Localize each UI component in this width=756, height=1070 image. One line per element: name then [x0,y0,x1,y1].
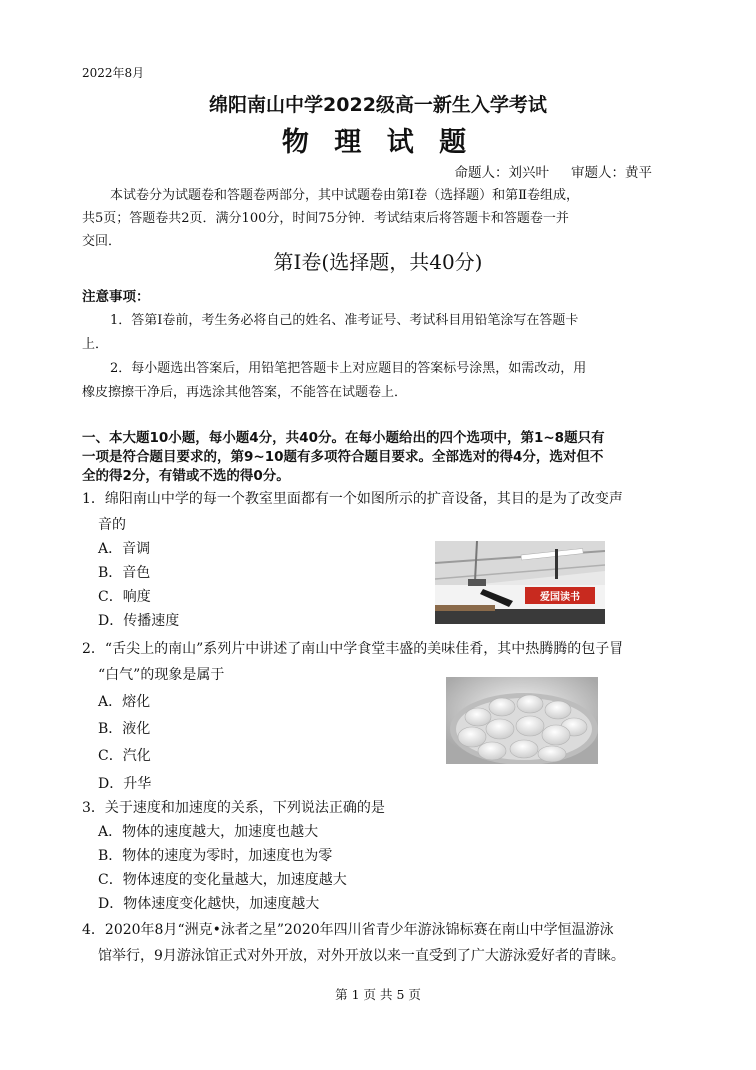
question-3-option: C．物体速度的变化量越大，加速度越大 [98,872,347,888]
intro-line: 共5页；答题卷共2页．满分100分，时间75分钟．考试结束后将答题卡和答题卷一并 [82,211,569,226]
question-3-stem: 3．关于速度和加速度的关系，下列说法正确的是 [82,800,385,816]
reviewer-name: 审题人：黄平 [571,165,652,181]
exam-school-title: 绵阳南山中学2022级高一新生入学考试 [209,94,547,116]
question-2-stem: 2．“舌尖上的南山”系列片中讲述了南山中学食堂丰盛的美味佳肴，其中热腾腾的包子冒 [82,641,624,657]
notice-line: 上． [82,337,109,352]
question-1-stem: 1．绵阳南山中学的每一个教室里面都有一个如图所示的扩音设备，其目的是为了改变声 [82,491,623,507]
question-1-option: D．传播速度 [98,613,180,629]
intro-line: 交回． [82,234,122,249]
author-name: 命题人：刘兴叶 [454,165,549,181]
part-instruction-line: 一、本大题10小题，每小题4分，共40分。在每小题给出的四个选项中，第1~8题只有 [82,430,605,446]
question-4-stem: 4．2020年8月“洲克•泳者之星”2020年四川省青少年游泳锦标赛在南山中学恒温游泳 [82,922,614,938]
part-instruction-line: 一项是符合题目要求的，第9~10题有多项符合题目要求。全部选对的得4分，选对但不 [82,449,604,465]
subject-title: 物 理 试 题 [281,127,475,158]
notice-line: 2．每小题选出答案后，用铅笔把答题卡上对应题目的答案标号涂黑，如需改动，用 [110,361,587,376]
exam-date: 2022年8月 [82,66,145,80]
question-1-option: C．响度 [98,589,151,605]
question-1-option: A．音调 [98,541,151,557]
authors-line [455,161,653,181]
question-2-stem: “白气”的现象是属于 [98,667,225,683]
question-3-option: D．物体速度变化越快，加速度越大 [98,896,320,912]
question-3-option: A．物体的速度越大，加速度也越大 [98,824,319,840]
question-1-stem: 音的 [98,517,126,533]
notice-title: 注意事项： [82,289,150,305]
question-2-option: C．汽化 [98,748,151,764]
classroom-speaker-photo [435,541,605,624]
classroom-sign-text: 爱国读书 [540,592,580,603]
question-1-option: B．音色 [98,565,151,581]
question-2-option: D．升华 [98,776,152,792]
question-4-stem: 馆举行，9月游泳馆正式对外开放，对外开放以来一直受到了广大游泳爱好者的青睐。 [98,948,625,964]
notice-line: 1．答第Ⅰ卷前，考生务必将自己的姓名、准考证号、考试科目用铅笔涂写在答题卡 [110,313,579,328]
section-heading: 第Ⅰ卷(选择题，共40分) [273,250,483,274]
steamed-buns-photo [446,677,598,764]
question-2-option: A．熔化 [98,694,151,710]
notice-line: 橡皮擦擦干净后，再选涂其他答案，不能答在试题卷上． [82,385,408,400]
question-2-option: B．液化 [98,721,151,737]
intro-line: 本试卷分为试题卷和答题卷两部分，其中试题卷由第Ⅰ卷（选择题）和第Ⅱ卷组成， [110,188,579,203]
part-instruction-line: 全的得2分，有错或不选的得0分。 [82,468,290,484]
page-number: 第 1 页 共 5 页 [335,987,421,1002]
question-3-option: B．物体的速度为零时，加速度也为零 [98,848,333,864]
